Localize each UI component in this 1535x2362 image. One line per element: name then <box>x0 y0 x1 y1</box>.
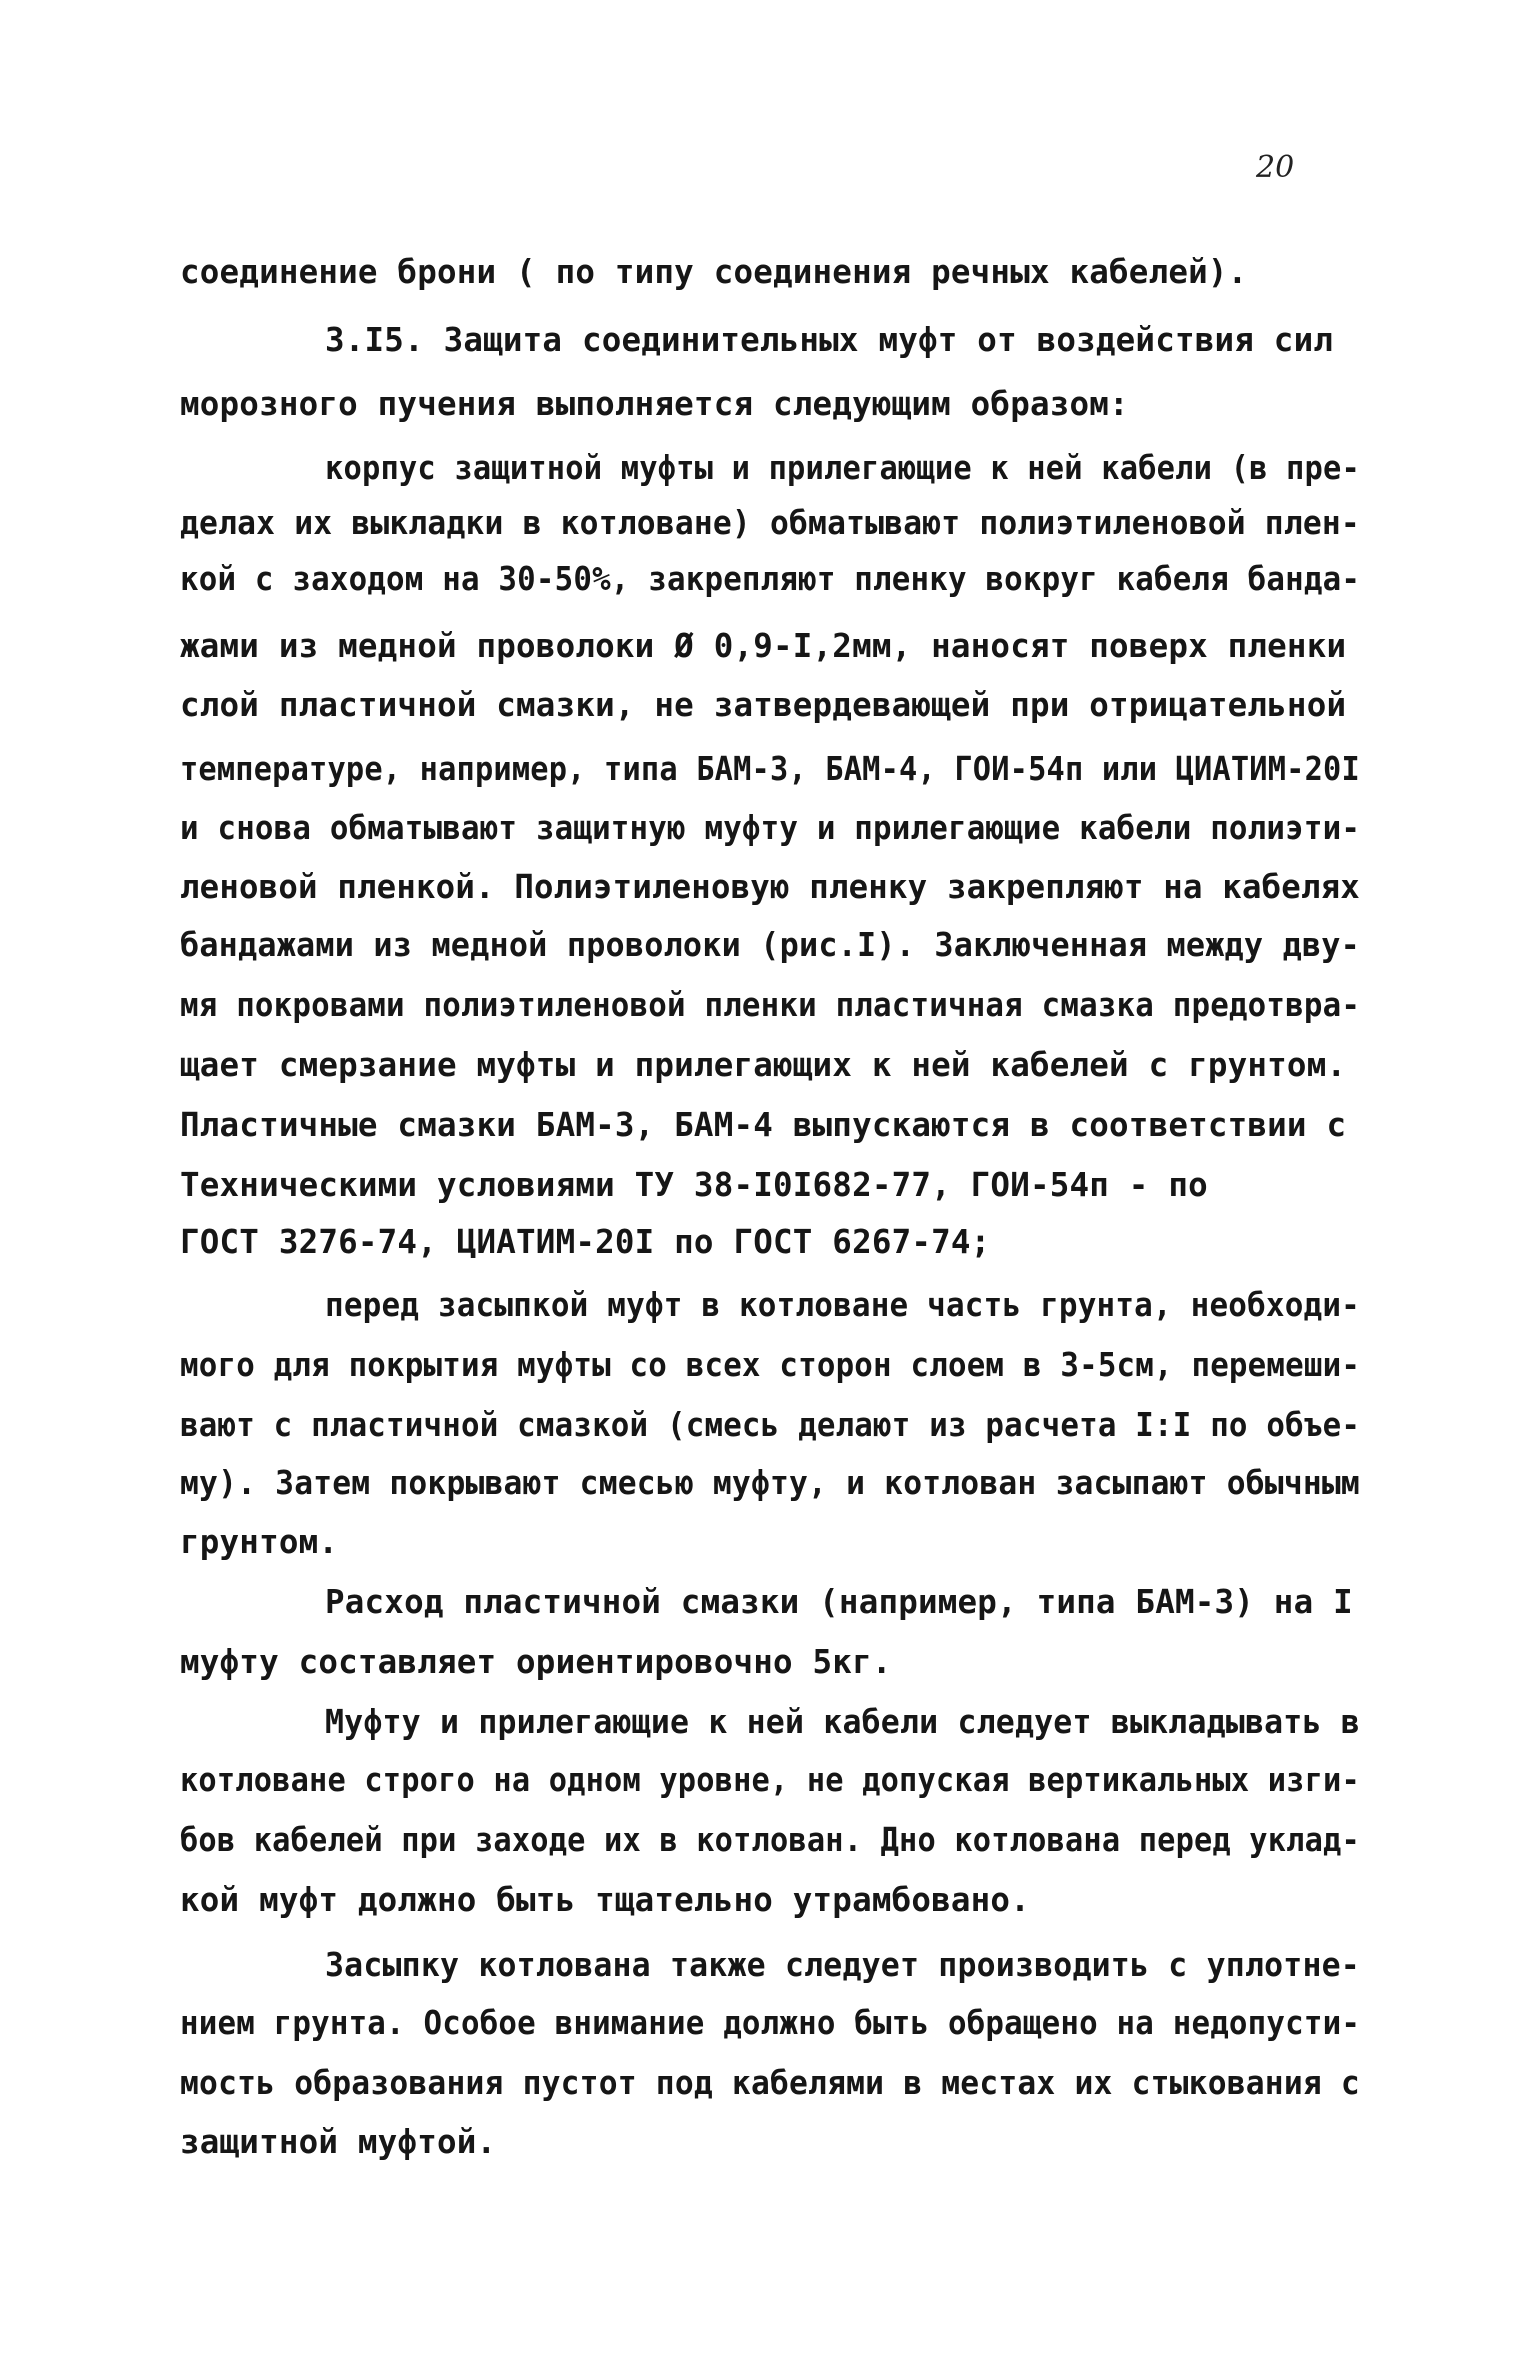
text-line: 3.I5. Защита соединительных муфт от воздействия сил <box>325 321 1334 359</box>
page-number: 20 <box>1256 150 1295 185</box>
text-line: грунтом. <box>180 1523 339 1561</box>
text-line: защитной муфтой. <box>180 2123 497 2161</box>
text-line: Засыпку котлована также следует производить с уплотне- <box>325 1946 1360 1984</box>
text-line: Пластичные смазки БАМ-3, БАМ-4 выпускаются в соответствии с <box>180 1106 1347 1144</box>
text-line: ГОСТ 3276-74, ЦИАТИМ-20I по ГОСТ 6267-74; <box>180 1223 991 1261</box>
text-line: перед засыпкой муфт в котловане часть грунта, необходи- <box>325 1286 1360 1324</box>
text-line: кой с заходом на 30-50%, закрепляют пленку вокруг кабеля банда- <box>180 560 1361 598</box>
text-line: корпус защитной муфты и прилегающие к ней кабели (в пре- <box>325 449 1360 487</box>
text-line: нием грунта. Особое внимание должно быть обращено на недопусти- <box>180 2004 1361 2042</box>
text-line: муфту составляет ориентировочно 5кг. <box>180 1643 892 1681</box>
text-line: жами из медной проволоки Ø 0,9-I,2мм, наносят поверх пленки <box>180 627 1347 665</box>
text-line: му). Затем покрывают смесью муфту, и котлован засыпают обычным <box>180 1464 1360 1502</box>
text-line: леновой пленкой. Полиэтиленовую пленку закрепляют на кабелях <box>180 868 1360 906</box>
text-line: мость образования пустот под кабелями в местах их стыкования с <box>180 2064 1360 2102</box>
text-line: Расход пластичной смазки (например, типа БАМ-3) на I <box>325 1583 1353 1621</box>
text-line: щает смерзание муфты и прилегающих к ней кабелей с грунтом. <box>180 1046 1347 1084</box>
text-line: слой пластичной смазки, не затвердевающей при отрицательной <box>180 686 1347 724</box>
text-line: Техническими условиями ТУ 38-I0I682-77, ГОИ-54п - по <box>180 1166 1208 1204</box>
text-line: морозного пучения выполняется следующим образом: <box>180 385 1129 423</box>
text-line: температуре, например, типа БАМ-3, БАМ-4, ГОИ-54п или ЦИАТИМ-20I <box>180 750 1360 788</box>
text-line: мя покровами полиэтиленовой пленки пластичная смазка предотвра- <box>180 986 1361 1024</box>
text-line: и снова обматывают защитную муфту и прилегающие кабели полиэти- <box>180 809 1361 847</box>
text-line: мого для покрытия муфты со всех сторон слоем в 3-5см, перемеши- <box>180 1346 1361 1384</box>
text-line: кой муфт должно быть тщательно утрамбовано. <box>180 1881 1030 1919</box>
text-line: бов кабелей при заходе их в котлован. Дно котлована перед уклад- <box>180 1821 1360 1859</box>
text-line: Муфту и прилегающие к ней кабели следует выкладывать в <box>325 1703 1360 1741</box>
text-line: соединение брони ( по типу соединения речных кабелей). <box>180 253 1248 291</box>
text-line: бандажами из медной проволоки (рис.I). Заключенная между дву- <box>180 926 1360 964</box>
text-line: котловане строго на одном уровне, не допуская вертикальных изги- <box>180 1761 1360 1799</box>
text-line: делах их выкладки в котловане) обматывают полиэтиленовой плен- <box>180 504 1360 542</box>
text-line: вают с пластичной смазкой (смесь делают из расчета I:I по объе- <box>180 1406 1361 1444</box>
